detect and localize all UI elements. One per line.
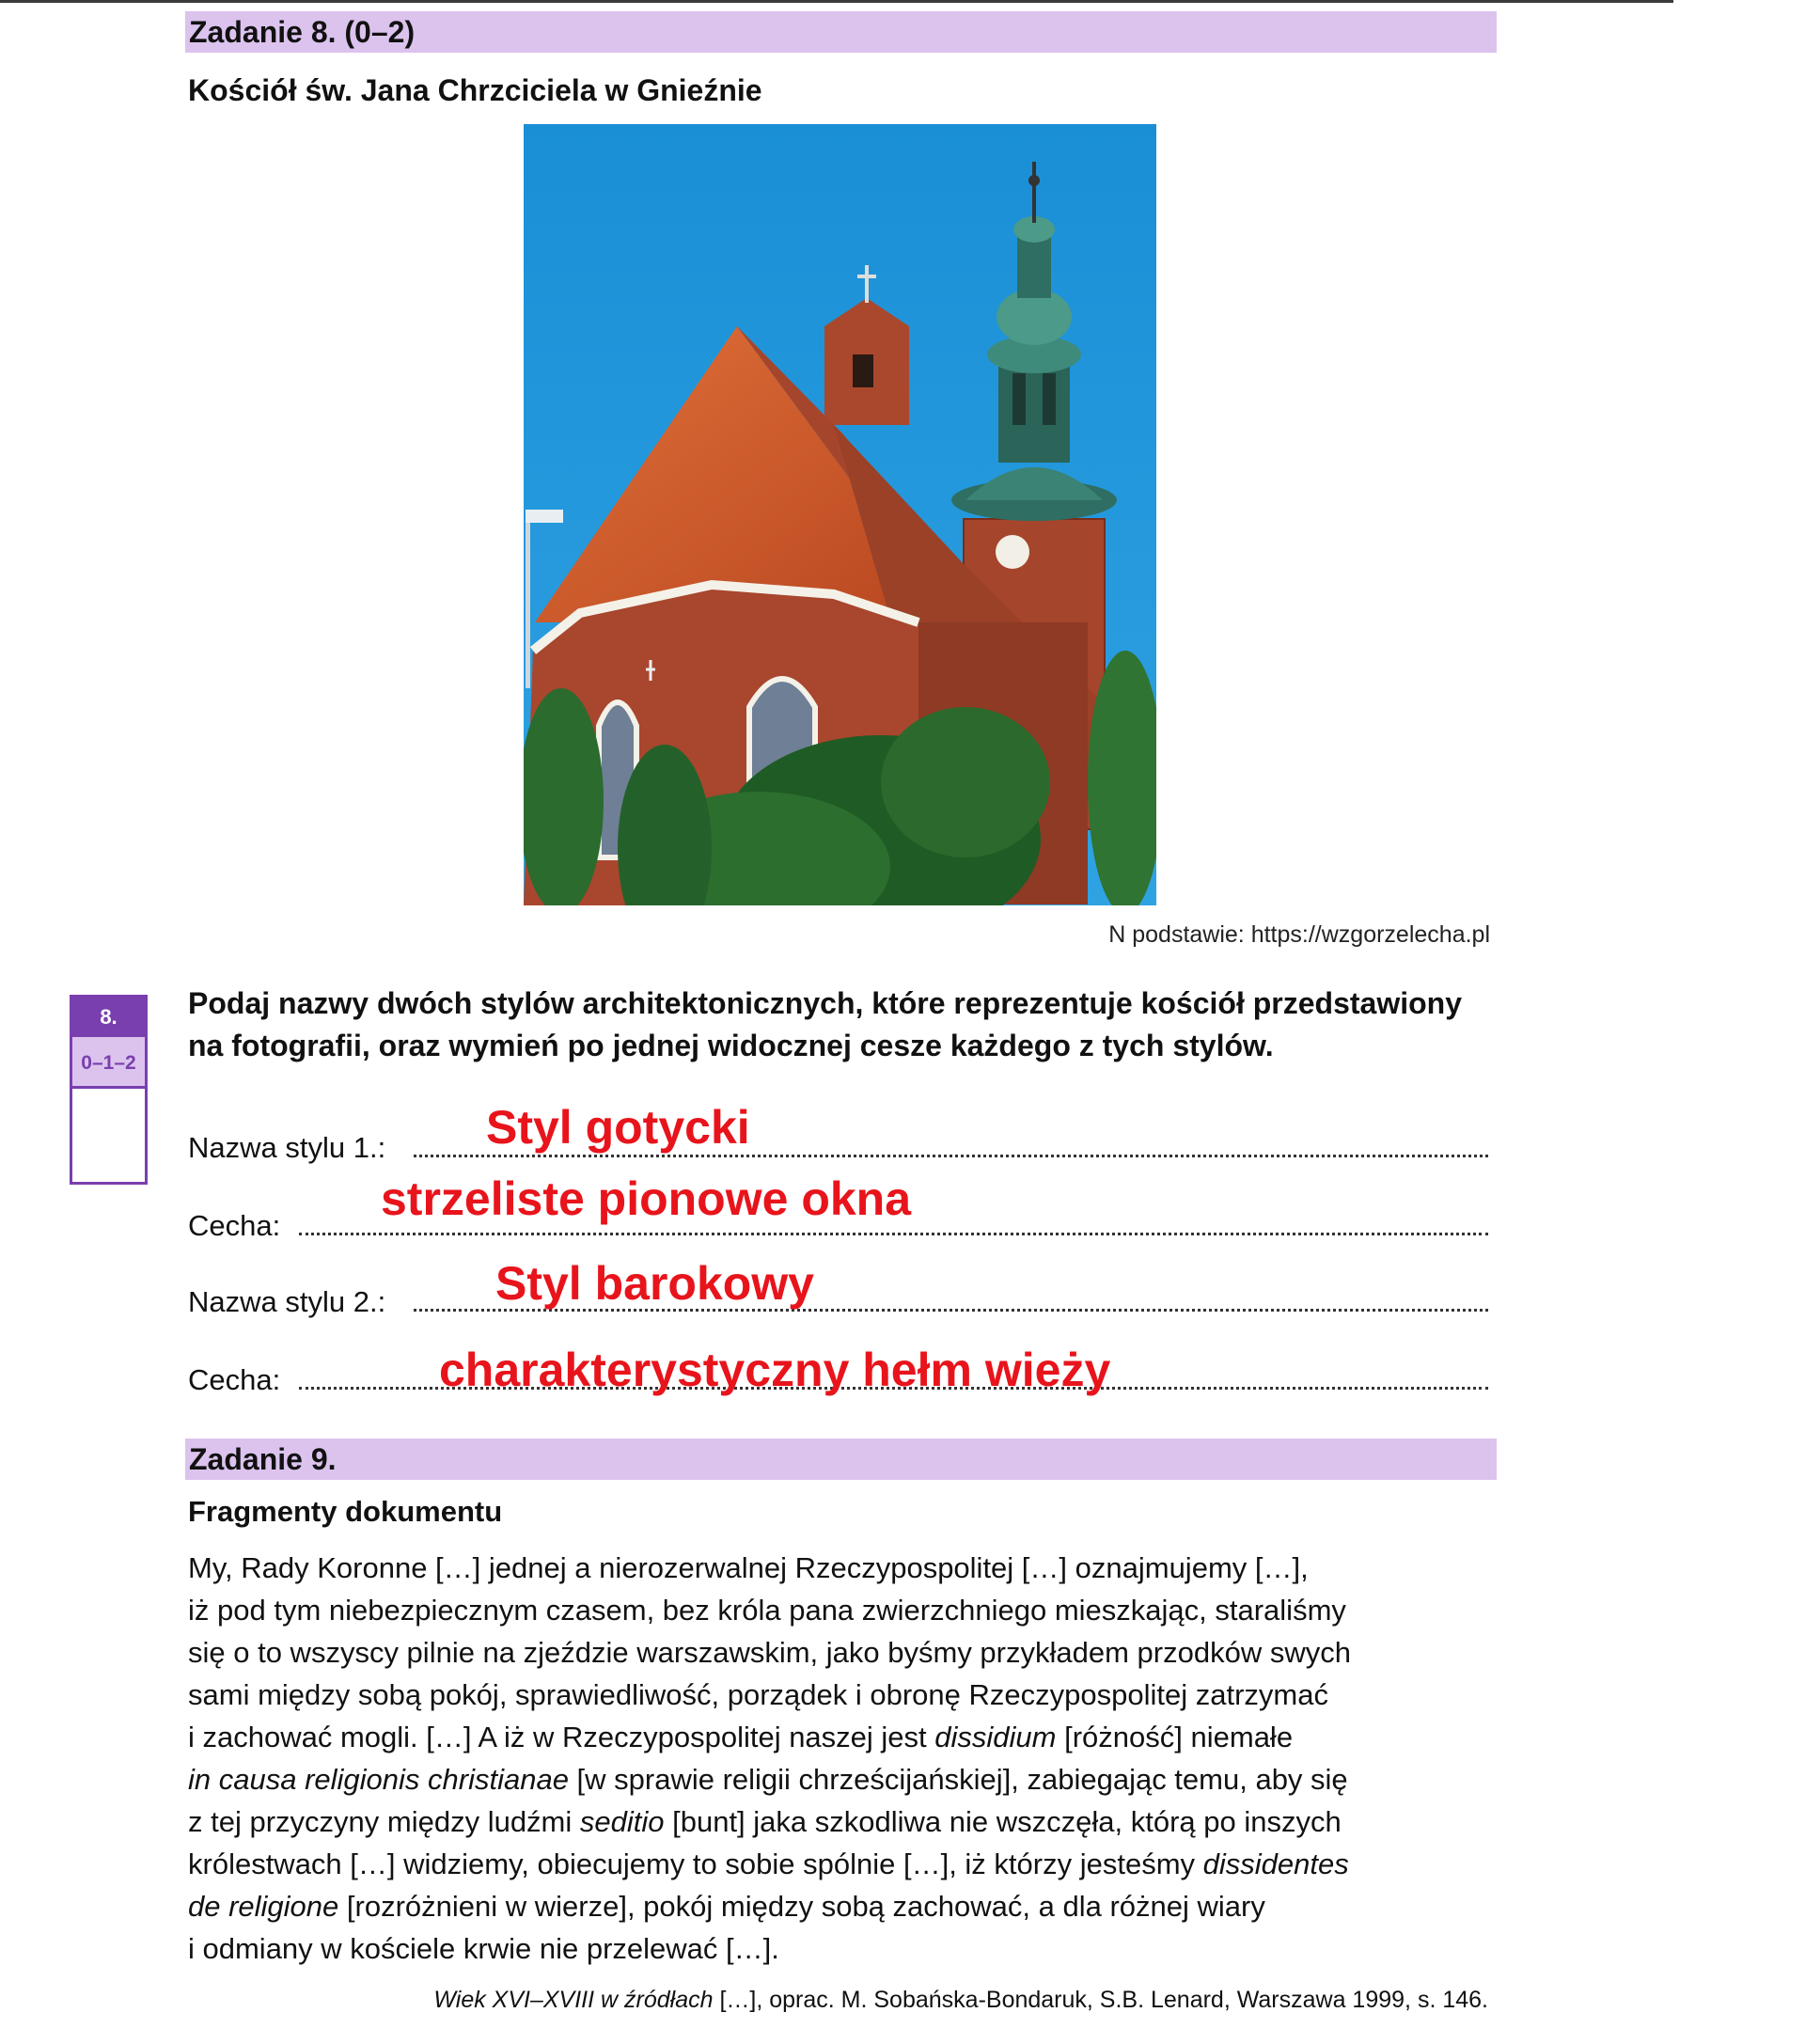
document-line: iż pod tym niebezpiecznym czasem, bez króla pana zwierzchniego mieszkając, staraliśmy (188, 1594, 1346, 1627)
church-photo (524, 124, 1156, 905)
task-9-header: Zadanie 9. (185, 1439, 1497, 1480)
document-line: królestwach […] widziemy, obiecujemy to sobie spólnie […], iż którzy jesteśmy dissidentes (188, 1847, 1349, 1880)
document-citation: Wiek XVI–XVIII w źródłach […], oprac. M. Sobańska-Bondaruk, S.B. Lenard, Warszawa 1999, s. 146. (433, 1987, 1488, 2013)
score-range: 0–1–2 (72, 1037, 145, 1089)
document-line: z tej przyczyny między ludźmi seditio [bunt] jaka szkodliwa nie wszczęła, którą po inszych (188, 1805, 1342, 1838)
document-text (188, 1547, 1514, 1970)
document-line: de religione [rozróżnieni w wierze], pokój między sobą zachować, a dla różnej wiary (188, 1890, 1265, 1923)
feature-2-label: Cecha: (188, 1363, 281, 1396)
document-line: i odmiany w kościele krwie nie przelewać […]. (188, 1932, 779, 1965)
document-line: się o to wszyscy pilnie na zjeździe warszawskim, jako byśmy przykładem przodków swych (188, 1636, 1351, 1669)
task-8-header: Zadanie 8. (0–2) (185, 11, 1497, 53)
feature-1-answer: strzeliste pionowe okna (381, 1172, 912, 1225)
score-task-number: 8. (72, 998, 145, 1037)
score-input-cell[interactable] (72, 1089, 145, 1182)
style-1-label: Nazwa stylu 1.: (188, 1131, 386, 1164)
document-line: My, Rady Koronne […] jednej a nierozerwalnej Rzeczypospolitej […] oznajmujemy […], (188, 1551, 1309, 1584)
score-box (70, 995, 148, 1185)
document-title: Fragmenty dokumentu (188, 1495, 503, 1528)
style-2-label: Nazwa stylu 2.: (188, 1285, 386, 1318)
document-line: in causa religionis christianae [w sprawie religii chrześcijańskiej], zabiegając temu, aby się (188, 1763, 1348, 1796)
photo-source: N podstawie: https://wzgorzelecha.pl (1108, 921, 1490, 948)
style-2-answer: Styl barokowy (495, 1257, 814, 1310)
style-1-answer: Styl gotycki (486, 1101, 750, 1154)
feature-2-answer: charakterystyczny hełm wieży (439, 1344, 1111, 1396)
document-line: sami między sobą pokój, sprawiedliwość, porządek i obronę Rzeczypospolitej zatrzymać (188, 1678, 1328, 1711)
feature-1-label: Cecha: (188, 1209, 281, 1242)
task-8-instruction: Podaj nazwy dwóch stylów architektonicznych, które reprezentuje kościół przedstawiony na fotografii, oraz wymień po jednej widocznej cesze każdego z tych stylów. (188, 986, 1462, 1062)
top-rule (0, 0, 1673, 3)
document-line: i zachować mogli. […] A iż w Rzeczypospolitej naszej jest dissidium [różność] niemałe (188, 1721, 1294, 1753)
style-1-answer-line[interactable] (414, 1155, 1488, 1157)
feature-1-answer-line[interactable] (299, 1233, 1488, 1235)
task-8-title: Kościół św. Jana Chrzciciela w Gnieźnie (188, 73, 762, 107)
